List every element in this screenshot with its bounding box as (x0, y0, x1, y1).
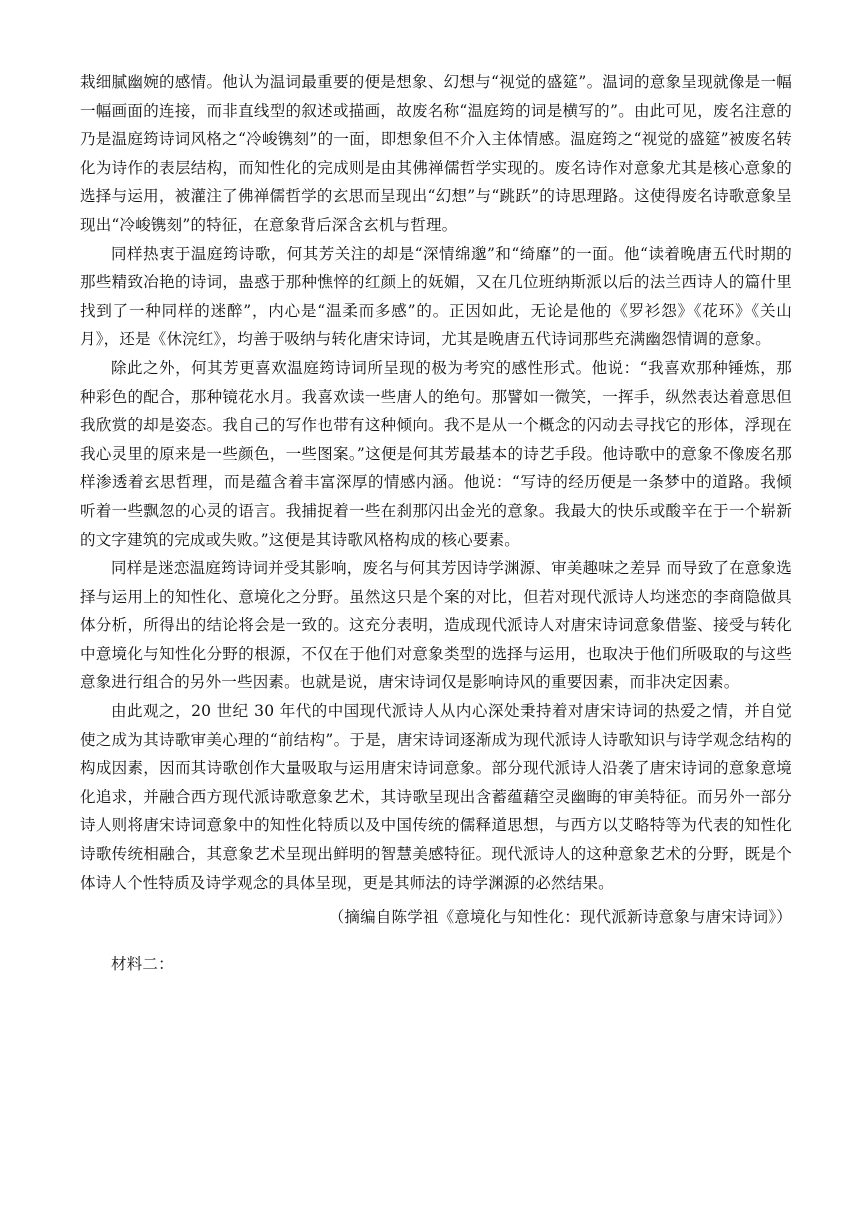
paragraph-3: 除此之外，何其芳更喜欢温庭筠诗词所呈现的极为考究的感性形式。他说：“我喜欢那种锤炼，那种彩色的配合，那种镜花水月。我喜欢读一些唐人的绝句。那譬如一微笑，一挥手，纵然表达着意思但我欣赏的却是姿态。我自己的写作也带有这种倾向。我不是从一个概念的闪动去寻找它的形体，浮现在我心灵里的原来是一些颜色，一些图案。”这便是何其芳最基本的诗艺手段。他诗歌中的意象不像废名那样渗透着玄思哲理，而是蕴含着丰富深厚的情感内涵。他说：“写诗的经历便是一条梦中的道路。我倾听着一些飘忽的心灵的语言。我捕捉着一些在刹那闪出金光的意象。我最大的快乐或酸辛在于一个崭新的文字建筑的完成或失败。”这便是其诗歌风格构成的核心要素。 (80, 358, 792, 549)
source-citation: （摘编自陈学祖《意境化与知性化：现代派新诗意象与唐宋诗词》） (328, 908, 792, 927)
material-two-label: 材料二： (111, 954, 174, 973)
article-body (80, 68, 792, 978)
paragraph-1: 栽细腻幽婉的感情。他认为温词最重要的便是想象、幻想与“视觉的盛筵”。温词的意象呈现就像是一幅一幅画面的连接，而非直线型的叙述或描画，故废名称“温庭筠的词是横写的”。由此可见，废名注意的乃是温庭筠诗词风格之“冷峻镌刻”的一面，即想象但不介入主体情感。温庭筠之“视觉的盛筵”被废名转化为诗作的表层结构，而知性化的完成则是由其佛禅儒哲学实现的。废名诗作对意象尤其是核心意象的选择与运用，被灌注了佛禅儒哲学的玄思而呈现出“幻想”与“跳跃”的诗思理路。这使得废名诗歌意象呈现出“冷峻镌刻”的特征，在意象背后深含玄机与哲理。 (80, 73, 792, 234)
paragraph-5: 由此观之，20 世纪 30 年代的中国现代派诗人从内心深处秉持着对唐宋诗词的热爱之情，并自觉使之成为其诗歌审美心理的“前结构”。于是，唐宋诗词逐渐成为现代派诗人诗歌知识与诗学观念结构的构成因素，因而其诗歌创作大量吸取与运用唐宋诗词意象。部分现代派诗人沿袭了唐宋诗词的意象意境化追求，并融合西方现代派诗歌意象艺术，其诗歌呈现出含蓄蕴藉空灵幽晦的审美特征。而另外一部分诗人则将唐宋诗词意象中的知性化特质以及中国传统的儒释道思想，与西方以艾略特等为代表的知性化诗歌传统相融合，其意象艺术呈现出鲜明的智慧美感特征。现代派诗人的这种意象艺术的分野，既是个体诗人个性特质及诗学观念的具体呈现，更是其师法的诗学渊源的必然结果。 (80, 702, 792, 892)
paragraph-4: 同样是迷恋温庭筠诗词并受其影响，废名与何其芳因诗学渊源、审美趣味之差异 而导致了在意象选择与运用上的知性化、意境化之分野。虽然这只是个案的对比，但若对现代派诗人均迷恋的李商隐做具体分析，所得出的结论将会是一致的。这充分表明，造成现代派诗人对唐宋诗词意象借鉴、接受与转化中意境化与知性化分野的根源，不仅在于他们对意象类型的选择与运用，也取决于他们所吸取的与这些意象进行组合的另外一些因素。也就是说，唐宋诗词仅是影响诗风的重要因素，而非决定因素。 (80, 559, 792, 692)
paragraph-2: 同样热衷于温庭筠诗歌，何其芳关注的却是“深情绵邈”和“绮靡”的一面。他“读着晚唐五代时期的那些精致冶艳的诗词，蛊惑于那种憔悴的红颜上的妩媚，又在几位班纳斯派以后的法兰西诗人的篇什里找到了一种同样的迷醉”，内心是“温柔而多感”的。正因如此，无论是他的《罗衫怨》《花环》《关山月》，还是《休浣红》，均善于吸纳与转化唐宋诗词，尤其是晚唐五代诗词那些充满幽怨情调的意象。 (80, 244, 792, 349)
